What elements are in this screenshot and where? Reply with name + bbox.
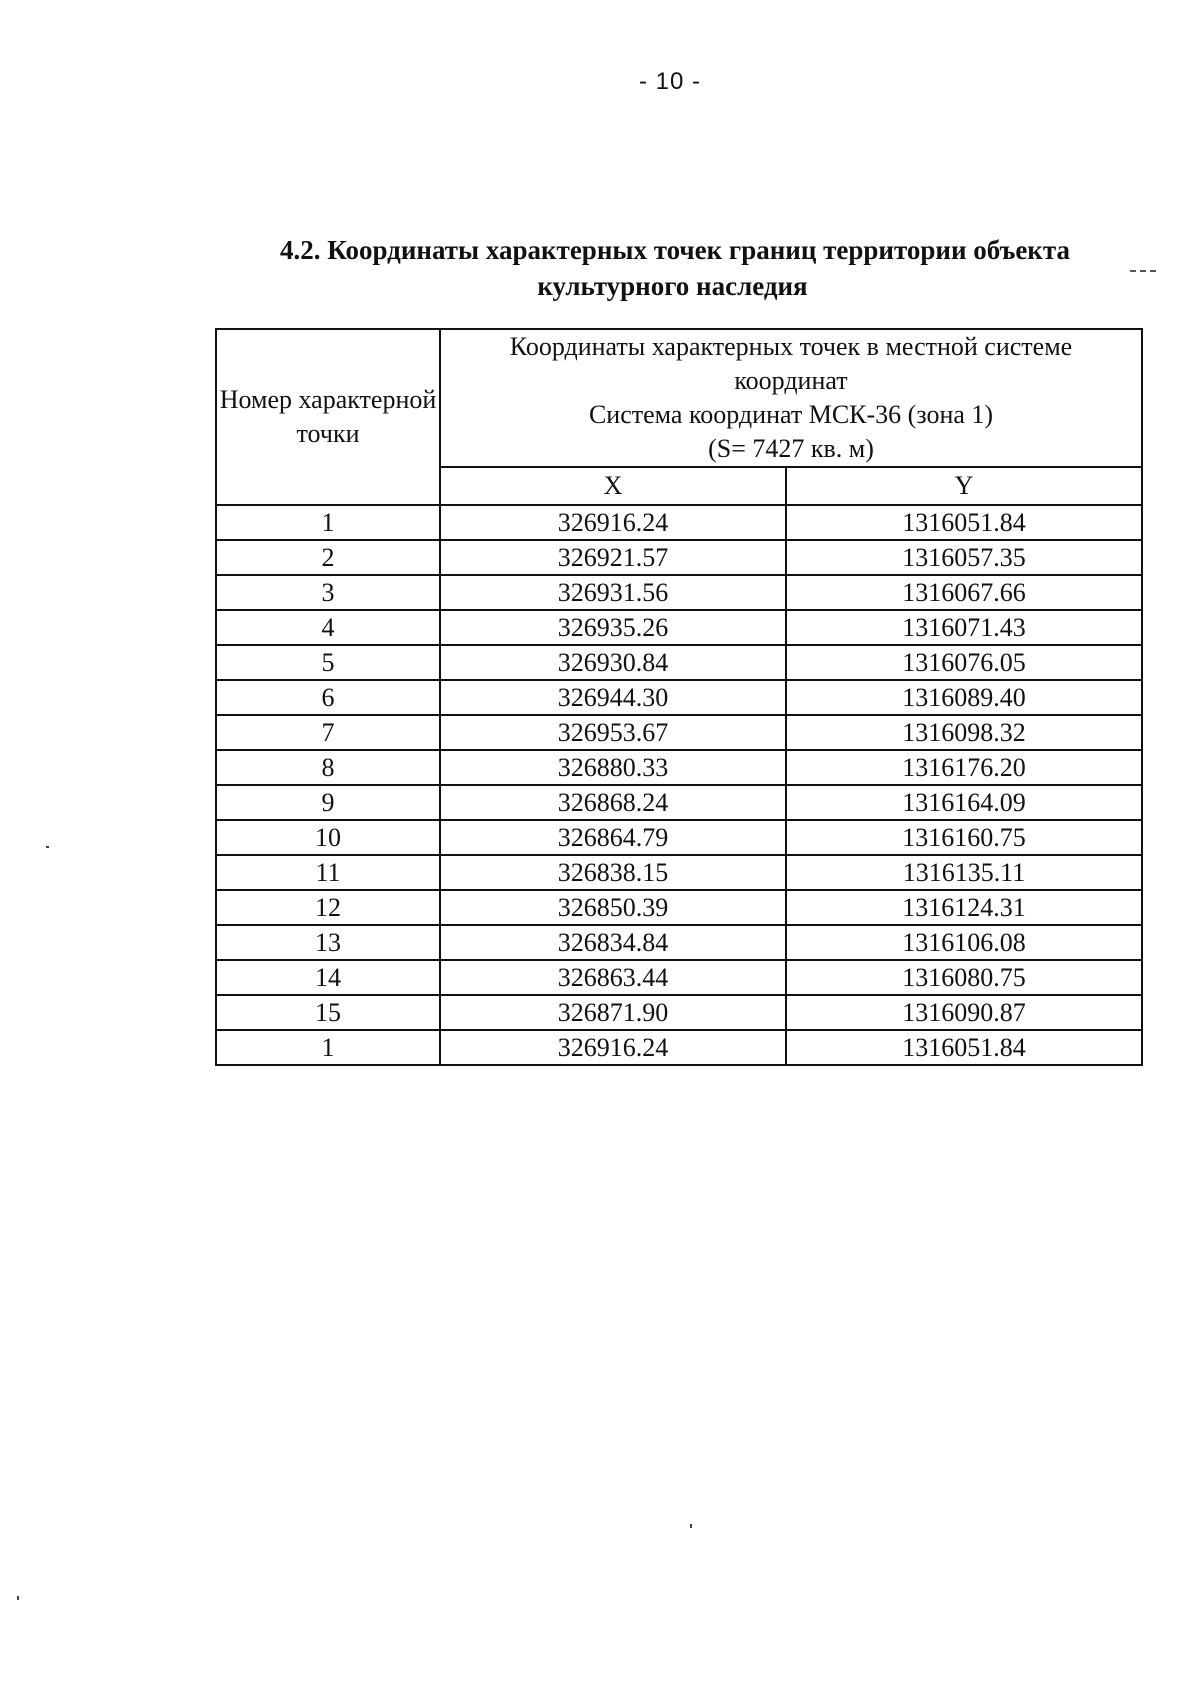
scan-speck (46, 846, 49, 848)
x-coordinate-cell: 326944.30 (440, 680, 786, 715)
title-dash-mark (1130, 270, 1156, 272)
y-coordinate-cell: 1316071.43 (786, 610, 1142, 645)
point-number-cell: 2 (216, 540, 440, 575)
y-coordinate-cell: 1316090.87 (786, 995, 1142, 1030)
point-number-cell: 12 (216, 890, 440, 925)
y-coordinate-cell: 1316076.05 (786, 645, 1142, 680)
section-title-line-1: 4.2. Координаты характерных точек границ территории объекта (280, 235, 1070, 265)
y-coordinate-cell: 1316051.84 (786, 505, 1142, 540)
x-coordinate-cell: 326935.26 (440, 610, 786, 645)
point-number-cell: 1 (216, 1030, 440, 1065)
table-row (216, 610, 1142, 645)
header-x: X (440, 467, 786, 505)
table-row (216, 855, 1142, 890)
point-number-cell: 3 (216, 575, 440, 610)
table-row (216, 715, 1142, 750)
header-point-number: Номер характерной точки (216, 329, 440, 505)
x-coordinate-cell: 326863.44 (440, 960, 786, 995)
x-coordinate-cell: 326880.33 (440, 750, 786, 785)
header-coordinates-line-4: (S= 7427 кв. м) (708, 434, 874, 463)
table-row (216, 960, 1142, 995)
table-row (216, 505, 1142, 540)
y-coordinate-cell: 1316124.31 (786, 890, 1142, 925)
y-coordinate-cell: 1316098.32 (786, 715, 1142, 750)
x-coordinate-cell: 326953.67 (440, 715, 786, 750)
y-coordinate-cell: 1316176.20 (786, 750, 1142, 785)
table-row (216, 540, 1142, 575)
page-number: - 10 - (638, 68, 701, 95)
point-number-cell: 15 (216, 995, 440, 1030)
section-title (0, 232, 1200, 304)
table-row (216, 785, 1142, 820)
x-coordinate-cell: 326931.56 (440, 575, 786, 610)
header-coordinates (440, 329, 1142, 467)
table-row (216, 575, 1142, 610)
scan-speck (17, 1596, 19, 1600)
point-number-cell: 10 (216, 820, 440, 855)
header-coordinates-line-3: Система координат МСК-36 (зона 1) (588, 400, 994, 429)
x-coordinate-cell: 326871.90 (440, 995, 786, 1030)
y-coordinate-cell: 1316057.35 (786, 540, 1142, 575)
y-coordinate-cell: 1316080.75 (786, 960, 1142, 995)
y-coordinate-cell: 1316051.84 (786, 1030, 1142, 1065)
point-number-cell: 11 (216, 855, 440, 890)
y-coordinate-cell: 1316067.66 (786, 575, 1142, 610)
point-number-cell: 5 (216, 645, 440, 680)
table-row (216, 645, 1142, 680)
x-coordinate-cell: 326916.24 (440, 1030, 786, 1065)
point-number-cell: 8 (216, 750, 440, 785)
x-coordinate-cell: 326930.84 (440, 645, 786, 680)
y-coordinate-cell: 1316135.11 (786, 855, 1142, 890)
point-number-cell: 7 (216, 715, 440, 750)
coordinates-table (215, 328, 1143, 1066)
point-number-cell: 9 (216, 785, 440, 820)
point-number-cell: 6 (216, 680, 440, 715)
point-number-cell: 4 (216, 610, 440, 645)
table-row (216, 820, 1142, 855)
y-coordinate-cell: 1316106.08 (786, 925, 1142, 960)
point-number-cell: 1 (216, 505, 440, 540)
x-coordinate-cell: 326921.57 (440, 540, 786, 575)
x-coordinate-cell: 326850.39 (440, 890, 786, 925)
table-row (216, 995, 1142, 1030)
header-coordinates-line-1: Координаты характерных точек в местной системе (509, 332, 1073, 361)
point-number-cell: 14 (216, 960, 440, 995)
point-number-cell: 13 (216, 925, 440, 960)
section-title-line-2: культурного наследия (537, 271, 808, 301)
x-coordinate-cell: 326916.24 (440, 505, 786, 540)
table-row (216, 680, 1142, 715)
table-row (216, 1030, 1142, 1065)
y-coordinate-cell: 1316089.40 (786, 680, 1142, 715)
table-row (216, 750, 1142, 785)
table-row (216, 925, 1142, 960)
header-coordinates-line-2: координат (734, 366, 848, 395)
scan-speck (690, 1524, 692, 1528)
header-y: Y (786, 467, 1142, 505)
x-coordinate-cell: 326864.79 (440, 820, 786, 855)
x-coordinate-cell: 326868.24 (440, 785, 786, 820)
coordinates-table-body (216, 505, 1142, 1065)
y-coordinate-cell: 1316160.75 (786, 820, 1142, 855)
x-coordinate-cell: 326834.84 (440, 925, 786, 960)
x-coordinate-cell: 326838.15 (440, 855, 786, 890)
table-row (216, 890, 1142, 925)
y-coordinate-cell: 1316164.09 (786, 785, 1142, 820)
